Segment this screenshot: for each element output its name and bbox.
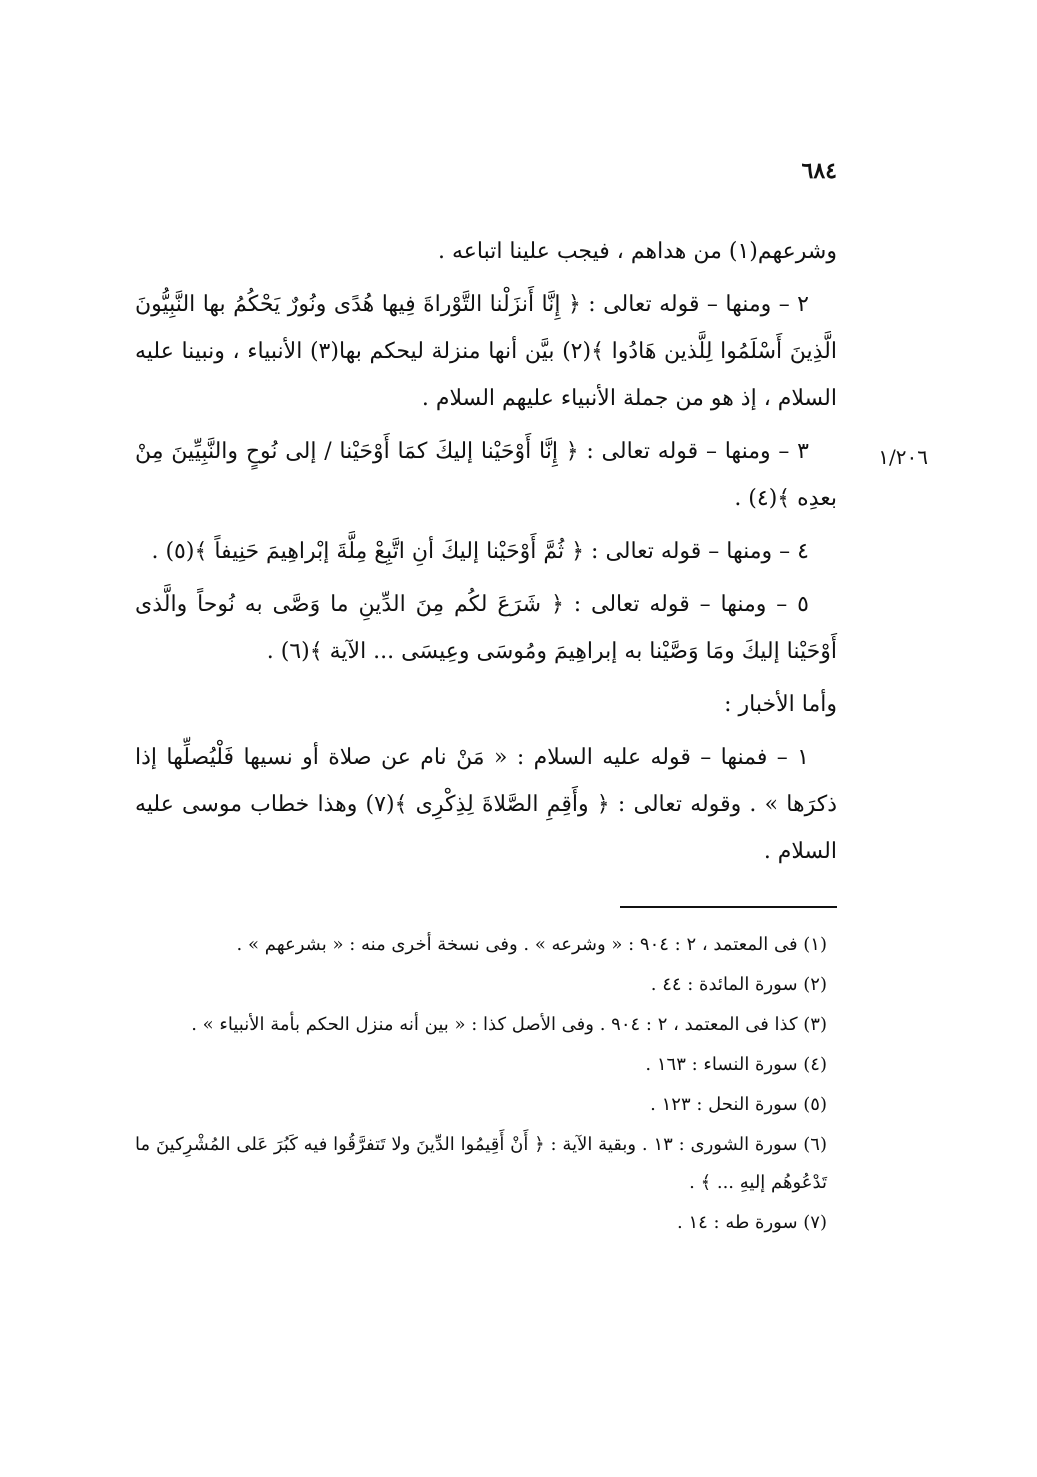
- paragraph-point-2: ٢ – ومنها – قوله تعالى : ﴿ إِنَّا أَنزَلْنا التَّوْراةَ فِيها هُدًى ونُورٌ يَحْكُمُ بها النَّبِيُّونَ الَّذِينَ أَسْلَمُوا لِلَّذين هَادُوا ﴾(٢) بيَّن أنها منزلة ليحكم بها(٣) الأنبياء ، ونبينا عليه السلام ، إذ هو من جملة الأنبياء عليهم السلام .: [135, 292, 837, 411]
- footnote-7: (٧) سورة طه : ١٤ .: [677, 1212, 827, 1233]
- footnote-1: (١) فى المعتمد ، ٢ : ٩٠٤ : « وشرعه » . وفى نسخة أخرى منه : « بشرعهم » .: [236, 934, 827, 955]
- paragraph-point-3: ٣ – ومنها – قوله تعالى : ﴿ إِنَّا أَوْحَيْنا إليكَ كمَا أَوْحَيْنا / إلى نُوحٍ والنَّبِيِّينَ مِنْ بعدِه ﴾(٤) .: [135, 439, 837, 511]
- footnote-4: (٤) سورة النساء : ١٦٣ .: [645, 1054, 827, 1075]
- footnote-5: (٥) سورة النحل : ١٢٣ .: [650, 1094, 827, 1115]
- paragraph-point-4: ٤ – ومنها – قوله تعالى : ﴿ ثُمَّ أَوْحَيْنا إليكَ أنِ اتَّبِعْ مِلَّةَ إبْراهِيمَ حَنِيفاً ﴾(٥) .: [151, 539, 809, 564]
- paragraph-akhbar-1: ١ – فمنها – قوله عليه السلام : « مَنْ نام عن صلاة أو نسيها فَلْيُصلِّها إذا ذكرَها » . وقوله تعالى : ﴿ وأَقِمِ الصَّلاةَ لِذِكْرِى ﴾(٧) وهذا خطاب موسى عليه السلام .: [135, 745, 838, 864]
- footnote-6: (٦) سورة الشورى : ١٣ . وبقية الآية : ﴿ أَنْ أَقِيمُوا الدِّينَ ولا تَتفرَّقُوا فيه كَبُرَ عَلى المُشْرِكينَ ما تَدْعُوهُم إليهِ ... ﴾ .: [135, 1134, 827, 1193]
- section-heading-akhbar: وأما الأخبار :: [724, 692, 837, 717]
- paragraph-point-5: ٥ – ومنها – قوله تعالى : ﴿ شَرَعَ لكُم مِنَ الدِّينِ ما وَصَّى به نُوحاً والَّذى أَوْحَيْنا إليكَ ومَا وَصَّيْنا به إبراهِيمَ ومُوسَى وعِيسَى ... الآية ﴾(٦) .: [135, 592, 837, 664]
- main-text: [135, 228, 837, 881]
- paragraph-intro: وشرعهم(١) من هداهم ، فيجب علينا اتباعه .: [437, 239, 837, 264]
- footnote-divider: [620, 906, 837, 908]
- footnote-3: (٣) كذا فى المعتمد ، ٢ : ٩٠٤ . وفى الأصل كذا : « بين أنه منزل الحكم بأمة الأنبياء » .: [191, 1014, 827, 1035]
- page-number: ٦٨٤: [801, 158, 837, 184]
- footnotes: [135, 926, 837, 1244]
- margin-reference: ١/٢٠٦: [878, 445, 928, 469]
- footnote-2: (٢) سورة المائدة : ٤٤ .: [650, 974, 827, 995]
